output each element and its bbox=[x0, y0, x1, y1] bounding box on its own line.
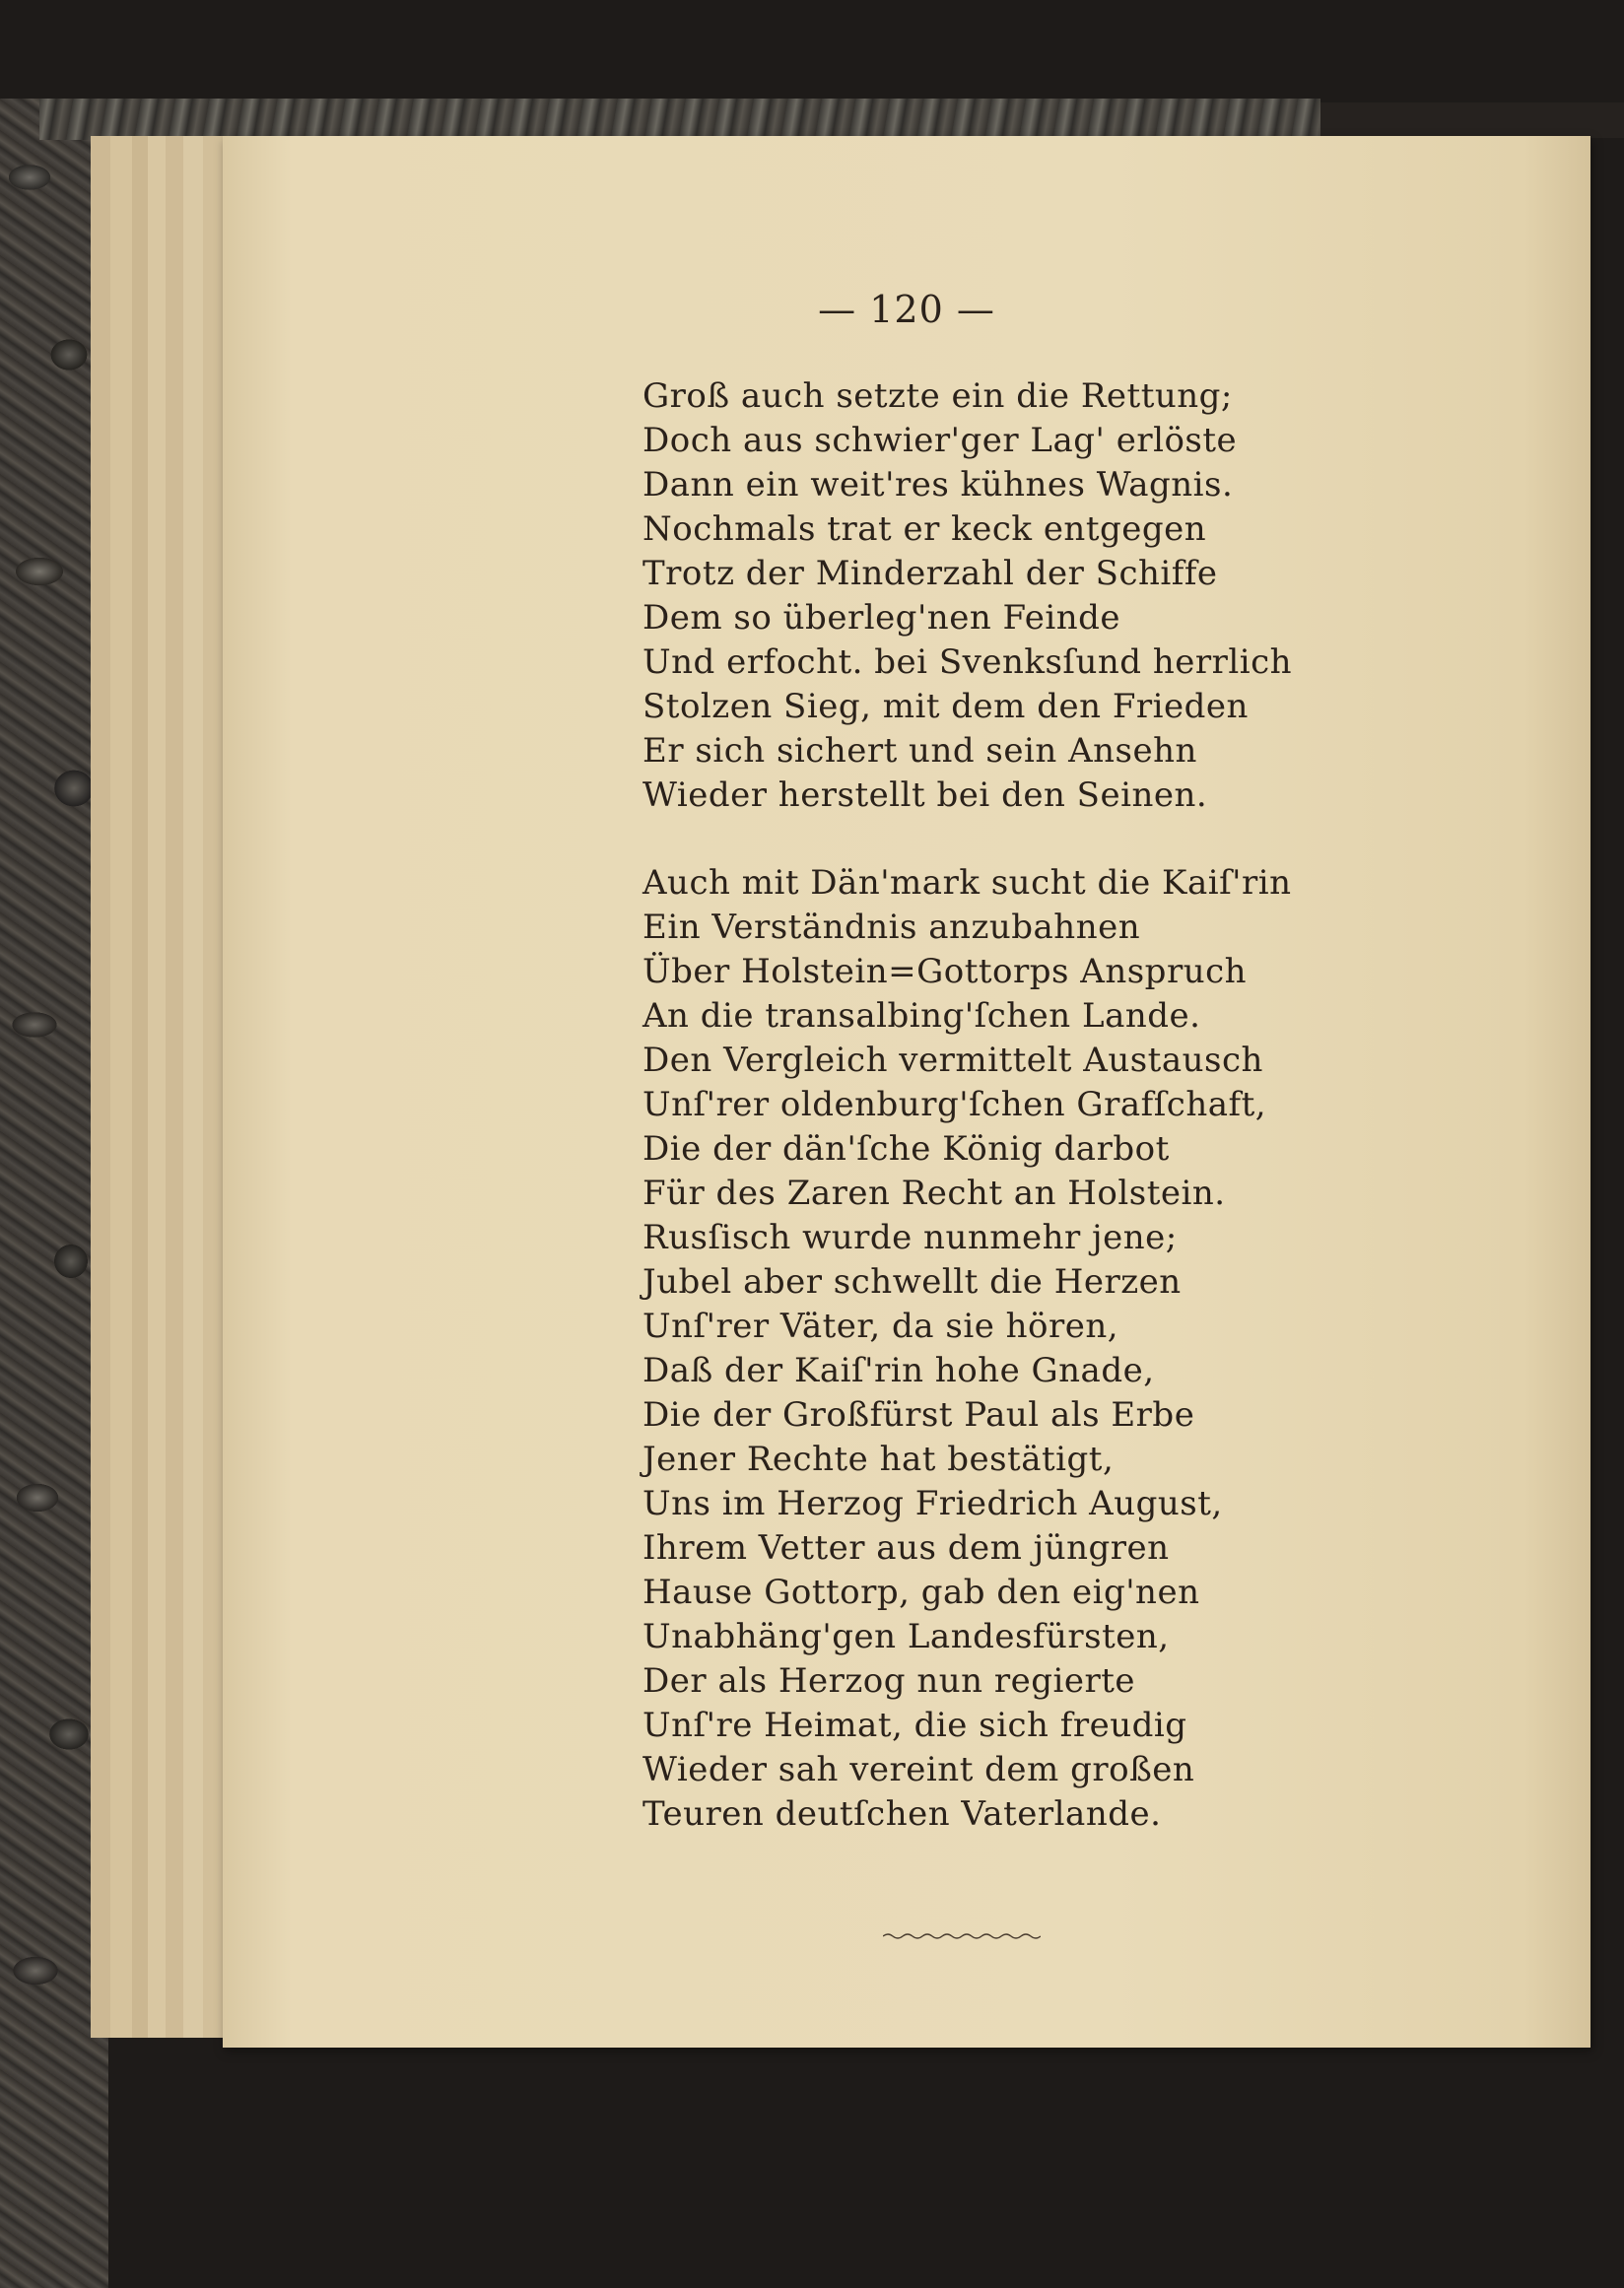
poem-text bbox=[643, 374, 1529, 1837]
poem-line: Unſ're Heimat, die sich freudig bbox=[643, 1706, 1187, 1745]
poem-line: Doch aus schwier'ger Lag' erlöste bbox=[643, 421, 1238, 460]
poem-line: Unſ'rer Väter, da sie hören, bbox=[643, 1307, 1119, 1346]
poem-line: Jubel aber schwellt die Herzen bbox=[643, 1262, 1182, 1302]
poem-line: Ein Verständnis anzubahnen bbox=[643, 908, 1141, 947]
marbled-cover-top bbox=[39, 99, 1320, 140]
end-ornament bbox=[883, 1931, 1041, 1941]
poem-line: Dem so überleg'nen Feinde bbox=[643, 598, 1121, 638]
poem-line: Groß auch setzte ein die Rettung; bbox=[643, 376, 1233, 416]
poem-line: Die der dän'ſche König darbot bbox=[643, 1129, 1170, 1169]
poem-line: Über Holstein=Gottorps Anspruch bbox=[643, 952, 1248, 991]
poem-line: Dann ein weit'res kühnes Wagnis. bbox=[643, 465, 1234, 505]
poem-line: Und erfocht. bei Svenksſund herrlich bbox=[643, 642, 1293, 682]
poem-line: Der als Herzog nun regierte bbox=[643, 1661, 1135, 1701]
poem-line: Ihrem Vetter aus dem jüngren bbox=[643, 1528, 1170, 1568]
cover-edge bbox=[1320, 102, 1624, 138]
book-page bbox=[223, 136, 1590, 2048]
poem-line: An die transalbing'ſchen Lande. bbox=[643, 996, 1201, 1036]
poem-line: Die der Großfürst Paul als Erbe bbox=[643, 1395, 1195, 1435]
poem-line: Unabhäng'gen Landesfürsten, bbox=[643, 1617, 1170, 1656]
poem-line: Nochmals trat er keck entgegen bbox=[643, 509, 1207, 549]
poem-line: Unſ'rer oldenburg'ſchen Grafſchaft, bbox=[643, 1085, 1267, 1124]
poem-line: Rusſisch wurde nunmehr jene; bbox=[643, 1218, 1178, 1257]
poem-line: Uns im Herzog Friedrich August, bbox=[643, 1484, 1223, 1523]
poem-line: Wieder sah vereint dem großen bbox=[643, 1750, 1195, 1789]
poem-line: Daß der Kaiſ'rin hohe Gnade, bbox=[643, 1351, 1155, 1390]
stanza bbox=[643, 374, 1529, 818]
poem-line: Den Vergleich vermittelt Austausch bbox=[643, 1041, 1263, 1080]
poem-line: Für des Zaren Recht an Holstein. bbox=[643, 1174, 1226, 1213]
poem-line: Jener Rechte hat bestätigt, bbox=[643, 1440, 1115, 1479]
poem-line: Wieder herstellt bei den Seinen. bbox=[643, 775, 1208, 815]
poem-line: Trotz der Minderzahl der Schiffe bbox=[643, 554, 1218, 593]
poem-line: Stolzen Sieg, mit dem den Frieden bbox=[643, 687, 1249, 726]
poem-line: Auch mit Dän'mark sucht die Kaiſ'rin bbox=[643, 863, 1292, 903]
stanza bbox=[643, 861, 1529, 1837]
poem-line: Teuren deutſchen Vaterlande. bbox=[643, 1794, 1162, 1834]
poem-line: Er sich sichert und sein Ansehn bbox=[643, 731, 1197, 771]
poem-line: Hause Gottorp, gab den eig'nen bbox=[643, 1573, 1200, 1612]
page-number: — 120 — bbox=[818, 288, 995, 331]
